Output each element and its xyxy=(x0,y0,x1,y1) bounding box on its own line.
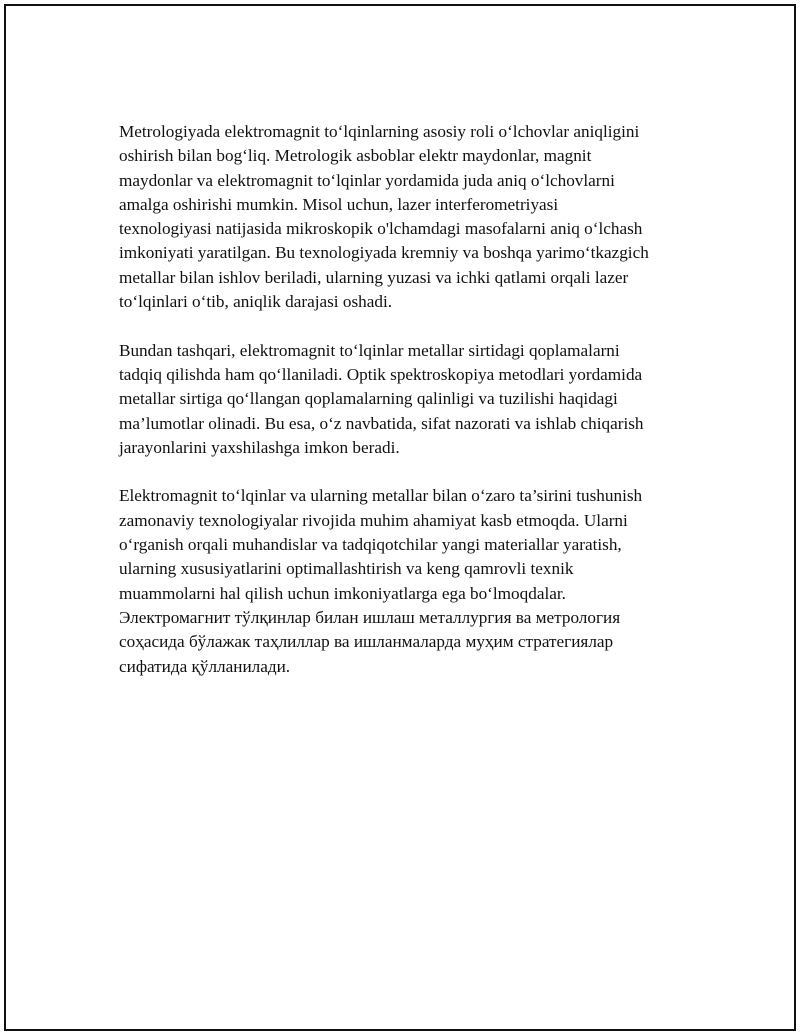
document-body xyxy=(119,120,699,703)
text-line: zamonaviy texnologiyalar rivojida muhim ahamiyat kasb etmoqda. Ularni xyxy=(119,510,628,530)
text-line: metallar bilan ishlov beriladi, ularning yuzasi va ichki qatlami orqali lazer xyxy=(119,267,629,287)
text-line: metallar sirtiga qo‘llangan qoplamalarning qalinligi va tuzilishi haqidagi xyxy=(119,389,618,409)
text-line: to‘lqinlari o‘tib, aniqlik darajasi oshadi. xyxy=(119,292,393,312)
text-line: Elektromagnit to‘lqinlar va ularning metallar bilan o‘zaro ta’sirini tushunish xyxy=(119,486,643,506)
paragraph-1 xyxy=(119,120,699,314)
text-line: maydonlar va elektromagnit to‘lqinlar yordamida juda aniq o‘lchovlarni xyxy=(119,170,615,190)
text-line: сифатида қўлланилади. xyxy=(119,656,291,676)
text-line: texnologiyasi natijasida mikroskopik o'lchamdagi masofalarni aniq o‘lchash xyxy=(119,219,643,239)
text-line: Bundan tashqari, elektromagnit to‘lqinlar metallar sirtidagi qoplamalarni xyxy=(119,340,620,360)
text-line: amalga oshirishi mumkin. Misol uchun, lazer interferometriyasi xyxy=(119,194,559,214)
paragraph-3 xyxy=(119,484,699,678)
text-line: Электромагнит тўлқинлар билан ишлаш металлургия ва метрология xyxy=(119,607,621,627)
text-line: tadqiq qilishda ham qo‘llaniladi. Optik spektroskopiya metodlari yordamida xyxy=(119,364,643,384)
paragraph-2 xyxy=(119,339,699,460)
text-line: Metrologiyada elektromagnit to‘lqinlarning asosiy roli o‘lchovlar aniqligini xyxy=(119,122,640,141)
page-frame xyxy=(4,4,796,1031)
text-line: o‘rganish orqali muhandislar va tadqiqotchilar yangi materiallar yaratish, xyxy=(119,535,622,555)
text-line: jarayonlarini yaxshilashga imkon beradi. xyxy=(119,437,400,457)
text-line: ularning xususiyatlarini optimallashtirish va keng qamrovli texnik xyxy=(119,559,574,579)
text-line: соҳасида бўлажак таҳлиллар ва ишланмаларда муҳим стратегиялар xyxy=(119,632,614,652)
text-line: muammolarni hal qilish uchun imkoniyatlarga ega bo‘lmoqdalar. xyxy=(119,583,566,603)
text-line: imkoniyati yaratilgan. Bu texnologiyada kremniy va boshqa yarimo‘tkazgich xyxy=(119,243,649,263)
text-line: oshirish bilan bog‘liq. Metrologik asboblar elektr maydonlar, magnit xyxy=(119,146,592,166)
text-line: ma’lumotlar olinadi. Bu esa, o‘z navbatida, sifat nazorati va ishlab chiqarish xyxy=(119,413,644,433)
